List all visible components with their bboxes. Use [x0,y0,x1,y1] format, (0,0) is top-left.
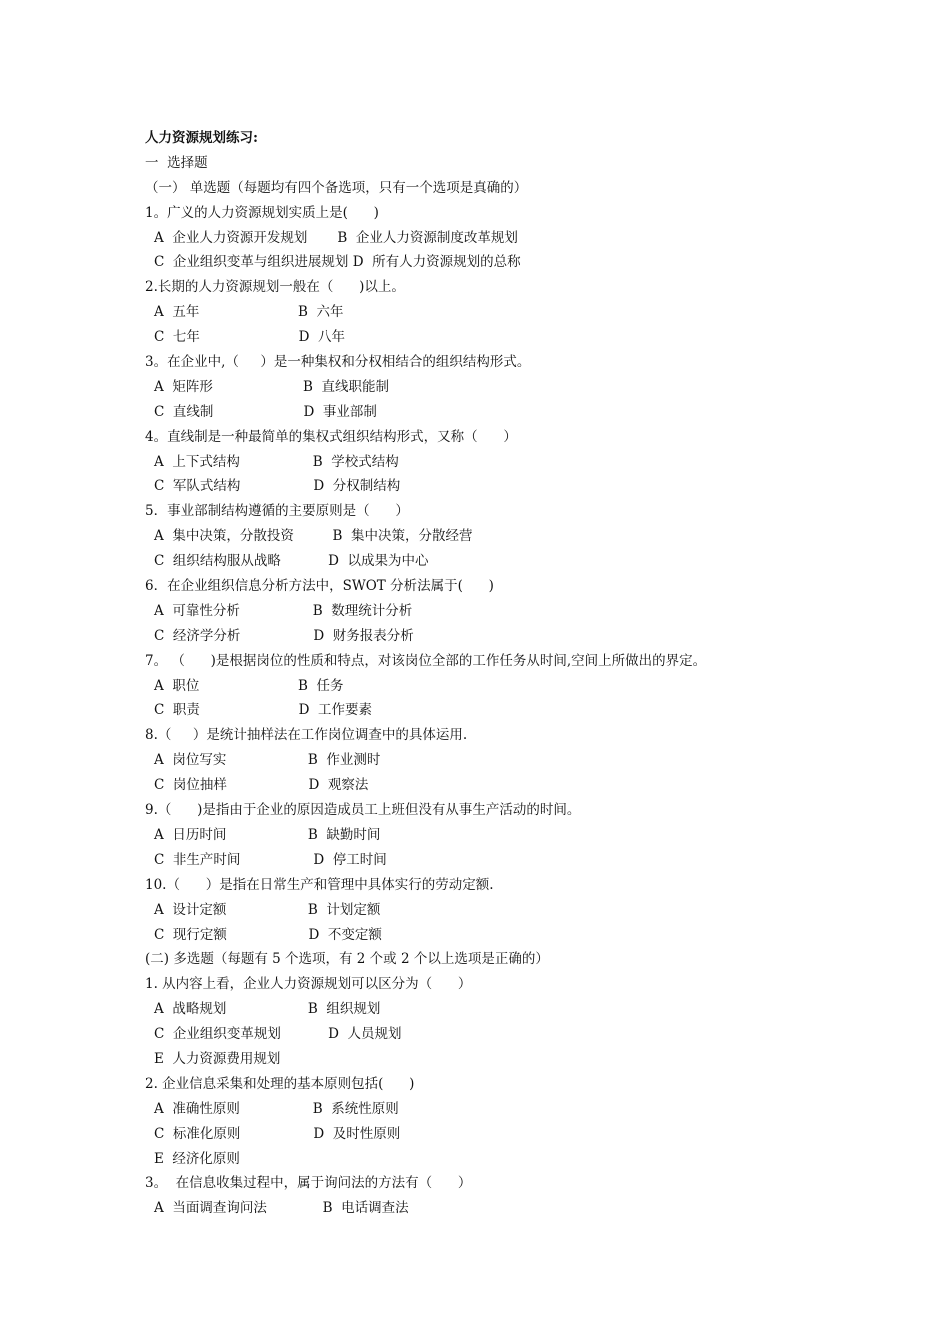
answer-options-line: A 上下式结构 B 学校式结构 [154,453,399,470]
question-line: 5．事业部制结构遵循的主要原则是（ ） [145,503,409,520]
answer-options-line: C 直线制 D 事业部制 [154,403,377,420]
document-title: 人力资源规划练习: [145,130,258,146]
question-line: 2.长期的人力资源规划一般在（ )以上。 [145,279,405,296]
question-line: 4。直线制是一种最简单的集权式组织结构形式，又称（ ） [145,428,517,445]
answer-options-line: C 组织结构服从战略 D 以成果为中心 [154,553,429,570]
answer-options-line: A 设计定额 B 计划定额 [154,901,381,918]
question-line: 3。在企业中,（ ）是一种集权和分权相结合的组织结构形式。 [145,354,531,371]
answer-options-line: A 岗位写实 B 作业测时 [154,752,381,769]
answer-options-line: C 经济学分析 D 财务报表分析 [154,627,414,644]
answer-options-line: E 经济化原则 [154,1150,240,1167]
answer-options-line: C 岗位抽样 D 观察法 [154,777,369,794]
answer-options-line: A 集中决策，分散投资 B 集中决策，分散经营 [154,528,473,545]
answer-options-line: A 职位 B 任务 [154,677,344,694]
question-line: 9.（ )是指由于企业的原因造成员工上班但没有从事生产活动的时间。 [145,802,581,819]
question-line: 2. 企业信息采集和处理的基本原则包括( ) [145,1075,415,1092]
answer-options-line: C 现行定额 D 不变定额 [154,926,382,943]
question-line: (二) 多选题（每题有 5 个选项，有 2 个或 2 个以上选项是正确的） [145,951,549,968]
question-line: 6．在企业组织信息分析方法中，SWOT 分析法属于( ) [145,578,494,595]
question-line: 3。 在信息收集过程中，属于询问法的方法有（ ） [145,1175,472,1192]
answer-options-line: C 职责 D 工作要素 [154,702,373,719]
answer-options-line: A 可靠性分析 B 数理统计分析 [154,602,413,619]
question-line: 10.（ ）是指在日常生产和管理中具体实行的劳动定额. [145,876,494,893]
answer-options-line: C 七年 D 八年 [154,329,346,346]
question-line: 1. 从内容上看，企业人力资源规划可以区分为（ ） [145,976,472,993]
part-heading-single-choice: （一） 单选题（每题均有四个备选项，只有一个选项是真确的） [145,179,528,196]
answer-options-line: A 战略规划 B 组织规划 [154,1001,381,1018]
question-line: 1。广义的人力资源规划实质上是( ) [145,204,379,221]
question-line: 8.（ ）是统计抽样法在工作岗位调查中的具体运用. [145,727,468,744]
document-body [145,126,865,1221]
answer-options-line: A 准确性原则 B 系统性原则 [154,1100,399,1117]
answer-options-line: A 日历时间 B 缺勤时间 [154,826,381,843]
answer-options-line: A 矩阵形 B 直线职能制 [154,378,389,395]
answer-options-line: A 企业人力资源开发规划 B 企业人力资源制度改革规划 [154,229,518,246]
answer-options-line: C 非生产时间 D 停工时间 [154,851,387,868]
answer-options-line: C 标准化原则 D 及时性原则 [154,1125,401,1142]
question-list [145,201,865,1222]
answer-options-line: E 人力资源费用规划 [154,1050,281,1067]
question-line: 7。 （ )是根据岗位的性质和特点，对该岗位全部的工作任务从时间,空间上所做出的界定。 [145,652,707,669]
answer-options-line: C 企业组织变革规划 D 人员规划 [154,1026,402,1043]
section-heading: 一 选择题 [145,154,208,171]
answer-options-line: A 当面调查询问法 B 电话调查法 [154,1200,409,1217]
answer-options-line: C 军队式结构 D 分权制结构 [154,478,401,495]
answer-options-line: C 企业组织变革与组织进展规划 D 所有人力资源规划的总称 [154,254,521,271]
answer-options-line: A 五年 B 六年 [154,304,344,321]
